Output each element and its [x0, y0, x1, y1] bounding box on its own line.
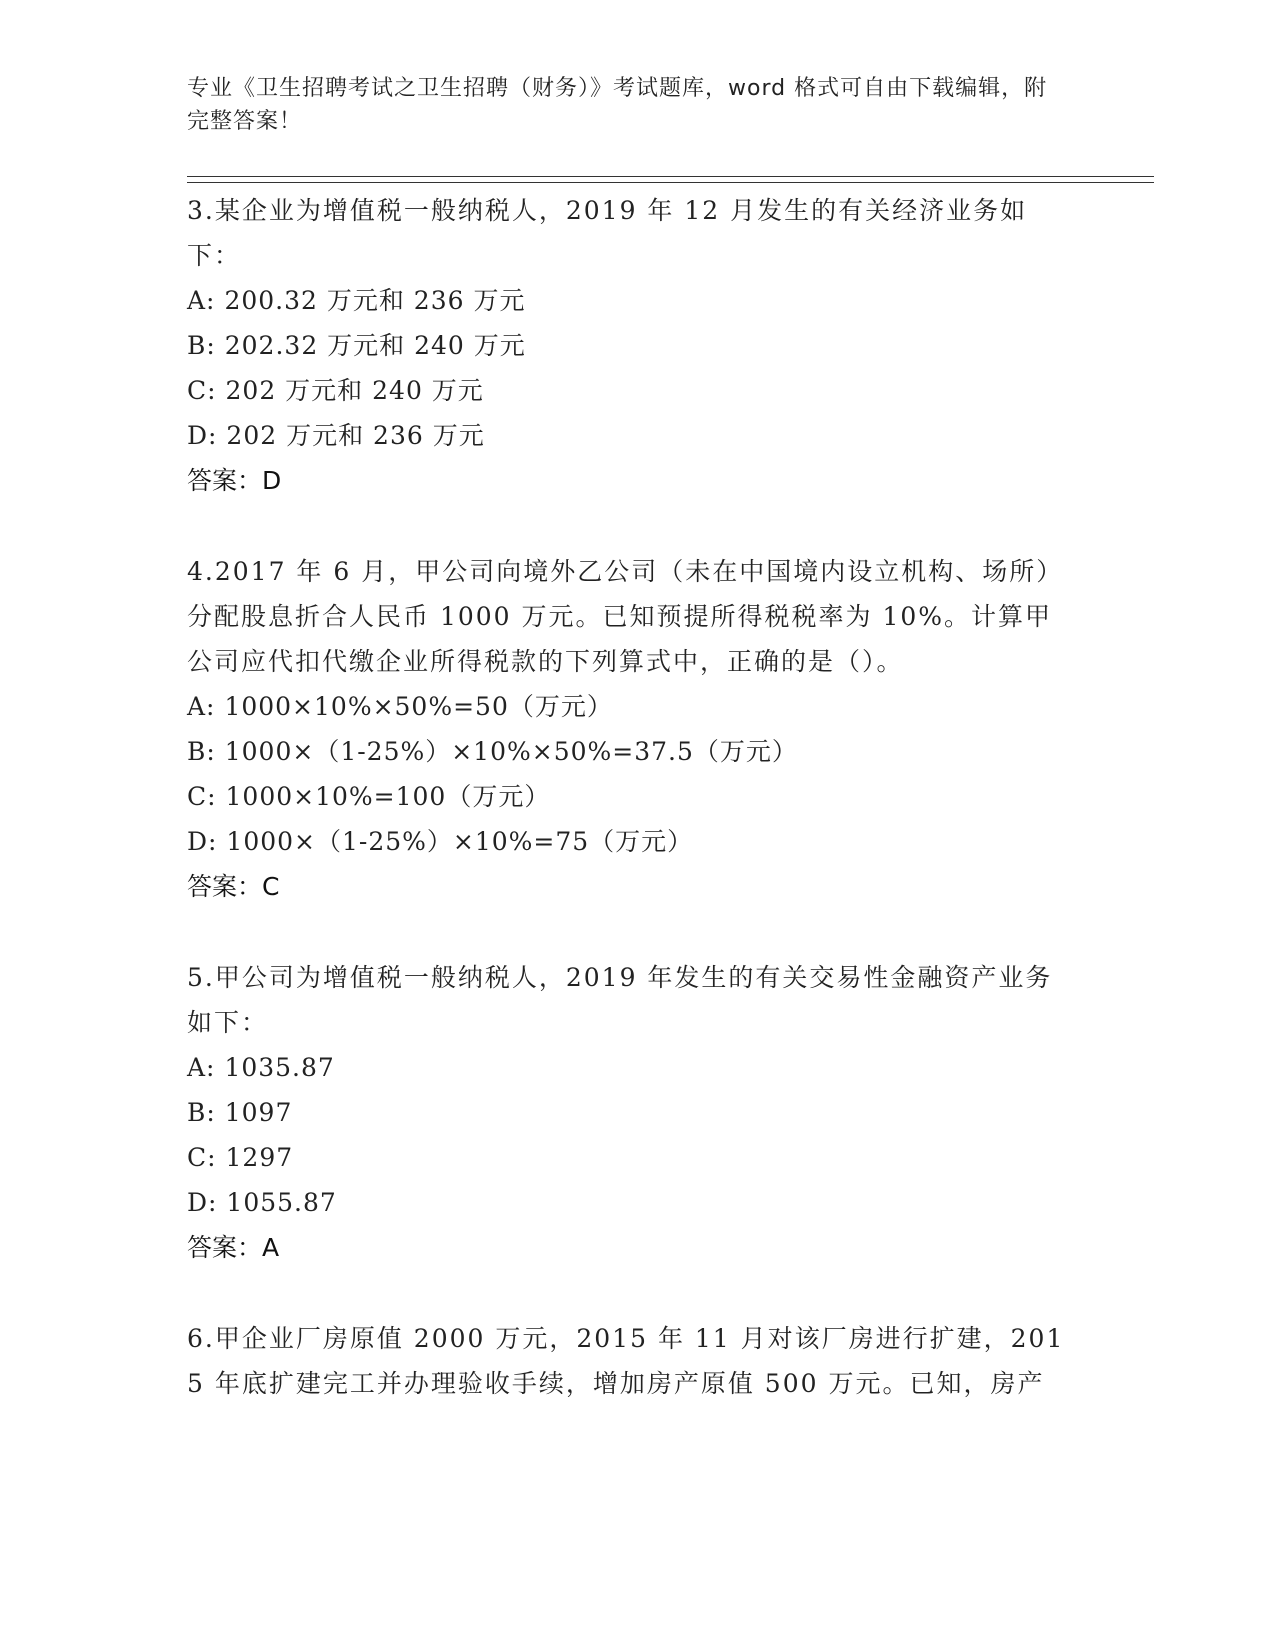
question-text: 5.甲公司为增值税一般纳税人，2019 年发生的有关交易性金融资产业务如下： — [187, 963, 1053, 1037]
header-rule-bottom — [187, 182, 1154, 183]
header-text: 专业《卫生招聘考试之卫生招聘（财务）》考试题库，word 格式可自由下载编辑，附完整答案！ — [187, 76, 1048, 134]
question-5 — [187, 955, 1087, 1270]
option-d: D: 1000×（1-25%）×10%=75（万元） — [187, 827, 694, 856]
option-a: A: 1035.87 — [187, 1053, 335, 1082]
option-a: A: 1000×10%×50%=50（万元） — [187, 692, 613, 721]
header-rule-top — [187, 176, 1154, 177]
option-b: B: 1097 — [187, 1098, 293, 1127]
option-b: B: 202.32 万元和 240 万元 — [187, 331, 526, 360]
option-d: D: 1055.87 — [187, 1188, 337, 1217]
question-text: 4.2017 年 6 月，甲公司向境外乙公司（未在中国境内设立机构、场所）分配股息折合人民币 1000 万元。已知预提所得税税率为 10%。计算甲公司应代扣代缴企业所得税款的下列算式中，正确的是（）。 — [187, 557, 1064, 676]
option-c: C: 202 万元和 240 万元 — [187, 376, 484, 405]
option-b: B: 1000×（1-25%）×10%×50%=37.5（万元） — [187, 737, 798, 766]
question-3 — [187, 188, 1087, 503]
option-d: D: 202 万元和 236 万元 — [187, 421, 485, 450]
option-c: C: 1297 — [187, 1143, 294, 1172]
question-4 — [187, 549, 1087, 909]
option-c: C: 1000×10%=100（万元） — [187, 782, 551, 811]
option-a: A: 200.32 万元和 236 万元 — [187, 286, 526, 315]
answer-line: 答案：D — [187, 466, 282, 495]
question-list — [187, 188, 1087, 1452]
question-6 — [187, 1316, 1087, 1406]
document-header — [187, 72, 1067, 138]
answer-line: 答案：C — [187, 872, 280, 901]
question-text: 6.甲企业厂房原值 2000 万元，2015 年 11 月对该厂房进行扩建，2015 年底扩建完工并办理验收手续，增加房产原值 500 万元。已知，房产 — [187, 1324, 1065, 1398]
question-text: 3.某企业为增值税一般纳税人，2019 年 12 月发生的有关经济业务如下： — [187, 196, 1028, 270]
answer-line: 答案：A — [187, 1233, 280, 1262]
